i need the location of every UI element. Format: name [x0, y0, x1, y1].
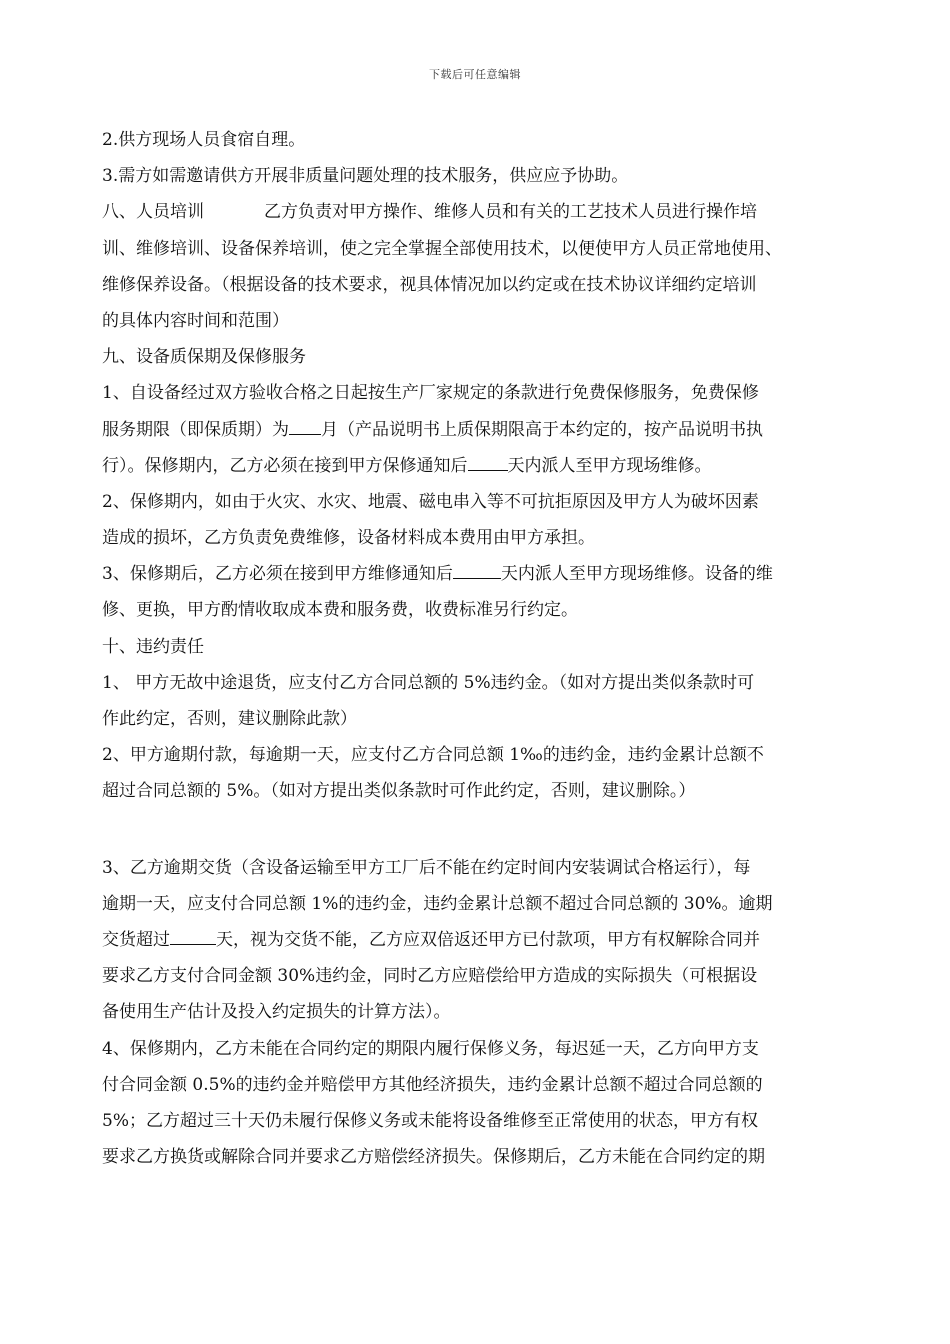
text-line	[102, 1031, 872, 1067]
fill-in-blank	[468, 451, 508, 471]
paragraph-spacer	[102, 810, 872, 850]
text-line	[102, 122, 872, 158]
text-line	[102, 886, 872, 922]
text-segment: 3、乙方逾期交货（含设备运输至甲方工厂后不能在约定时间内安装调试合格运行），每	[102, 857, 751, 878]
fill-in-blank	[170, 925, 216, 945]
text-segment: 要求乙方支付合同金额 30%违约金，同时乙方应赔偿给甲方造成的实际损失（可根据设	[102, 966, 758, 987]
text-segment: 服务期限（即保质期）为	[102, 419, 289, 440]
contract-body	[102, 122, 872, 1175]
text-segment: 行）。保修期内，乙方必须在接到甲方保修通知后	[102, 455, 468, 476]
text-line	[102, 231, 872, 267]
text-line	[102, 412, 872, 448]
text-line	[102, 1067, 872, 1103]
text-segment: 1、 甲方无故中途退货，应支付乙方合同总额的 5%违约金。（如对方提出类似条款时可	[102, 672, 755, 693]
text-segment: 交货超过	[102, 929, 170, 950]
text-segment: 作此约定，否则，建议删除此款）	[102, 709, 357, 729]
text-segment: 造成的损坏，乙方负责免费维修，设备材料成本费用由甲方承担。	[102, 528, 595, 549]
text-line	[102, 1139, 872, 1175]
text-line	[102, 1103, 872, 1139]
text-line	[102, 701, 872, 737]
text-segment: 维修保养设备。（根据设备的技术要求，视具体情况加以约定或在技术协议详细约定培训	[102, 274, 757, 295]
text-line	[102, 737, 872, 773]
text-segment: 逾期一天，应支付合同总额 1%的违约金，违约金累计总额不超过合同总额的 30%。逾期	[102, 893, 773, 914]
text-line	[102, 484, 872, 520]
text-line	[102, 665, 872, 701]
text-line	[102, 773, 872, 809]
text-segment: 2、保修期内，如由于火灾、水灾、地震、磁电串入等不可抗拒原因及甲方人为破坏因素	[102, 491, 759, 512]
text-line	[102, 520, 872, 556]
text-segment: 修、更换，甲方酌情收取成本费和服务费，收费标准另行约定。	[102, 600, 578, 621]
text-segment: 训、维修培训、设备保养培训，使之完全掌握全部使用技术，以便使甲方人员正常地使用、	[102, 238, 782, 259]
text-segment: 月（产品说明书上质保期限高于本约定的，按产品说明书执	[321, 419, 763, 440]
fill-in-blank	[453, 559, 501, 579]
text-segment: 的具体内容时间和范围）	[102, 310, 289, 331]
text-line	[102, 922, 872, 958]
text-segment: 2.供方现场人员食宿自理。	[102, 130, 306, 150]
text-segment: 4、保修期内，乙方未能在合同约定的期限内履行保修义务，每迟延一天，乙方向甲方支	[102, 1038, 759, 1059]
text-line	[102, 994, 872, 1030]
text-line	[102, 194, 872, 230]
text-segment: 天内派人至甲方现场维修。	[507, 455, 712, 476]
text-line	[102, 303, 872, 339]
text-segment: 1、自设备经过双方验收合格之日起按生产厂家规定的条款进行免费保修服务，免费保修	[102, 383, 759, 404]
text-line	[102, 629, 872, 665]
text-segment: 九、设备质保期及保修服务	[102, 347, 306, 368]
text-segment: 付合同金额 0.5%的违约金并赔偿甲方其他经济损失，违约金累计总额不超过合同总额的	[102, 1074, 763, 1095]
text-line	[102, 850, 872, 886]
text-line	[102, 592, 872, 628]
text-line	[102, 556, 872, 592]
text-segment: 十、违约责任	[102, 636, 204, 657]
text-line	[102, 448, 872, 484]
text-segment: 乙方负责对甲方操作、维修人员和有关的工艺技术人员进行操作培	[264, 202, 757, 223]
text-segment: 超过合同总额的 5%。（如对方提出类似条款时可作此约定，否则，建议删除。）	[102, 781, 696, 802]
text-segment: 5%；乙方超过三十天仍未履行保修义务或未能将设备维修至正常使用的状态，甲方有权	[102, 1110, 758, 1131]
text-segment: 天内派人至甲方现场维修。设备的维	[500, 564, 773, 585]
fill-in-blank	[289, 415, 321, 435]
header-note: 下载后可任意编辑	[429, 68, 521, 81]
text-segment: 3.需方如需邀请供方开展非质量问题处理的技术服务，供应应予协助。	[102, 166, 629, 187]
text-line	[102, 339, 872, 375]
text-segment: 2、甲方逾期付款，每逾期一天，应支付乙方合同总额 1‰的违约金，违约金累计总额不	[102, 745, 764, 766]
text-line	[102, 375, 872, 411]
text-line	[102, 958, 872, 994]
text-segment: 八、人员培训	[102, 202, 204, 223]
text-segment: 备使用生产估计及投入约定损失的计算方法）。	[102, 1002, 451, 1023]
text-line	[102, 158, 872, 194]
text-segment: 要求乙方换货或解除合同并要求乙方赔偿经济损失。保修期后，乙方未能在合同约定的期	[102, 1147, 765, 1168]
text-segment: 3、保修期后，乙方必须在接到甲方维修通知后	[102, 564, 453, 585]
text-segment: 天，视为交货不能，乙方应双倍返还甲方已付款项，甲方有权解除合同并	[216, 929, 760, 950]
text-line	[102, 267, 872, 303]
